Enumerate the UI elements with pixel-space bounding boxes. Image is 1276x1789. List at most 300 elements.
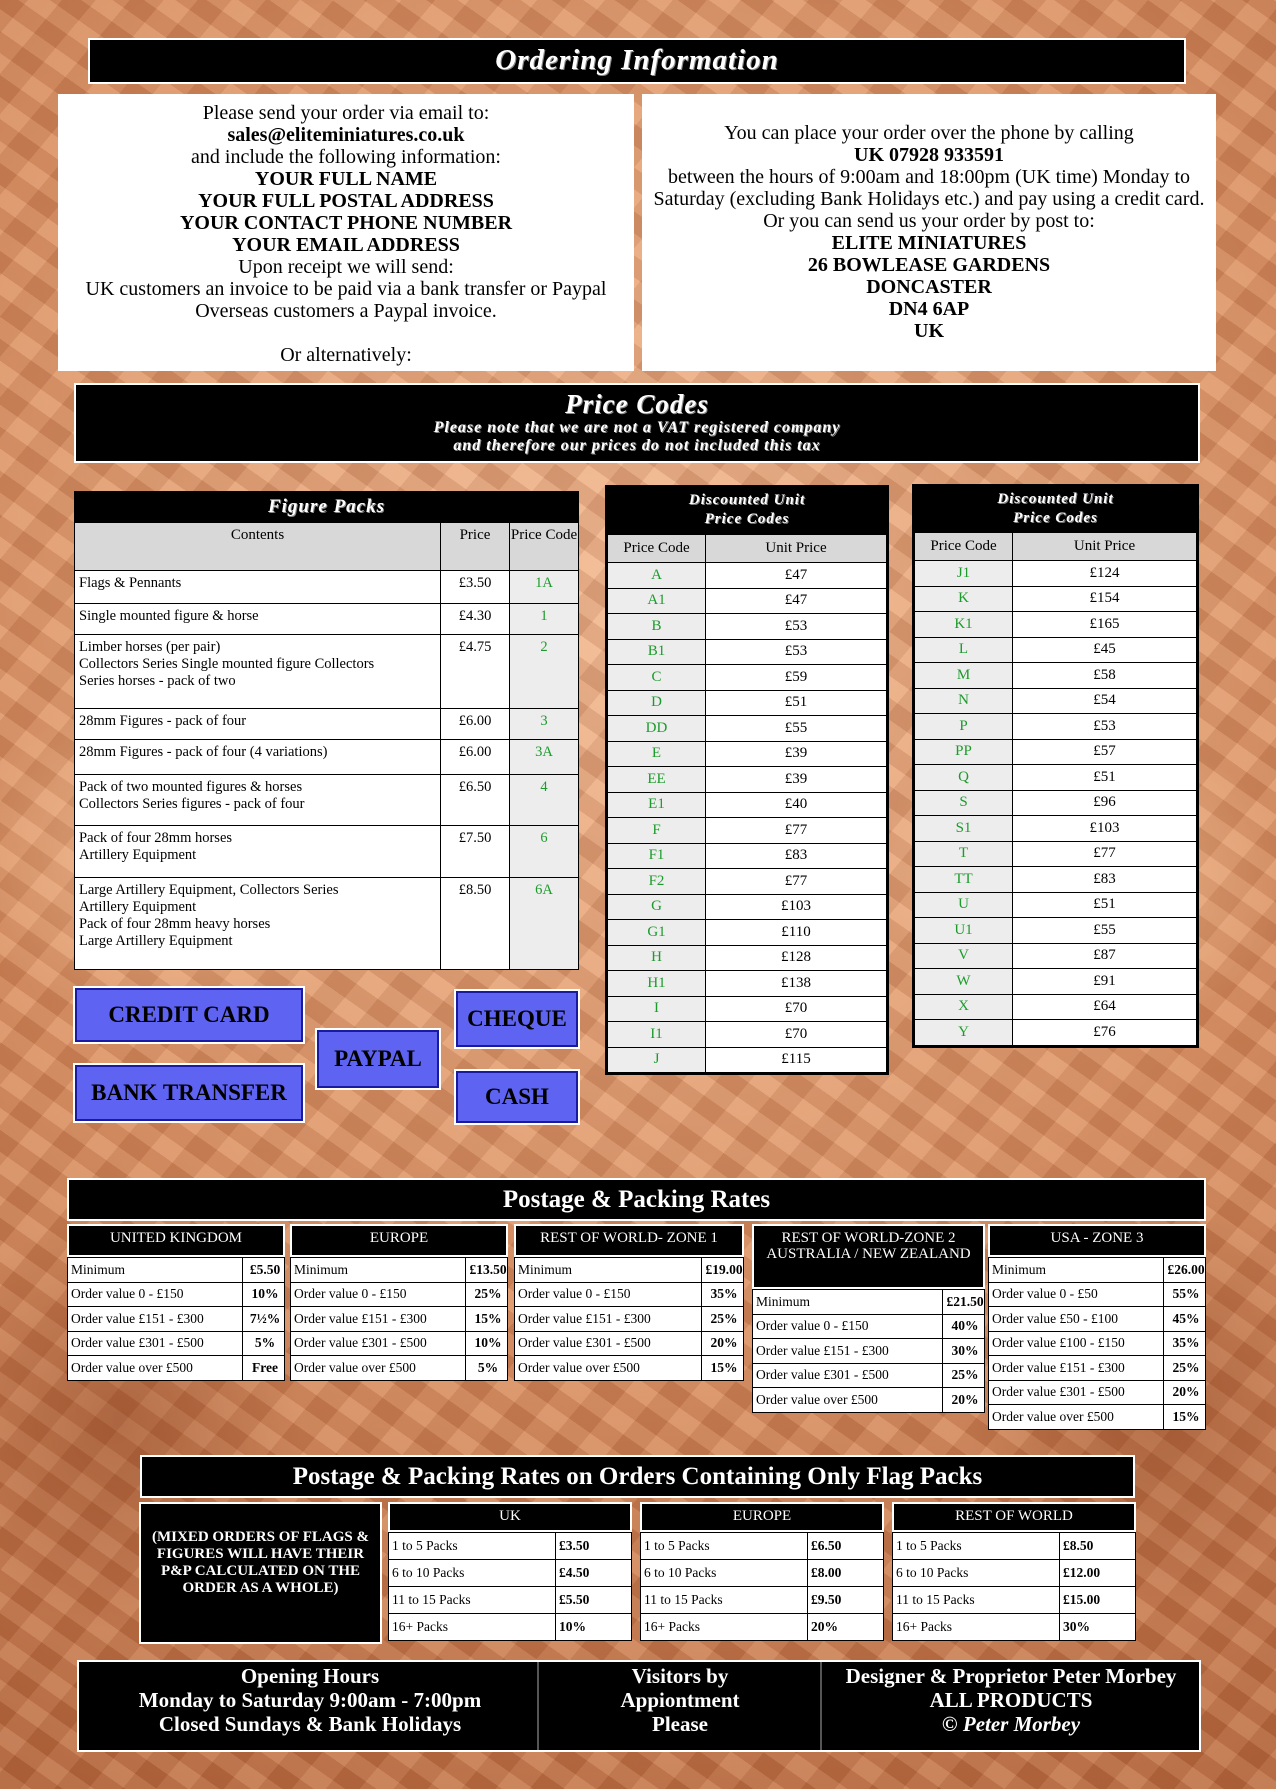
table-row	[608, 588, 887, 614]
rate-label: Minimum	[515, 1258, 702, 1283]
pack-range: 1 to 5 Packs	[641, 1533, 808, 1560]
order-phone-number[interactable]: UK 07928 933591	[854, 144, 1004, 166]
unit-price: £76	[1013, 1020, 1197, 1046]
price-code: N	[915, 688, 1013, 714]
pack-price: £4.75	[441, 635, 510, 709]
rate-label: Order value over £500	[989, 1405, 1164, 1430]
unit-price: £53	[1013, 714, 1197, 740]
unit-price: £115	[706, 1047, 887, 1073]
postage-title-banner	[67, 1178, 1206, 1221]
table-row	[915, 612, 1197, 638]
table-row	[641, 1614, 884, 1641]
post-intro: Or you can send us your order by post to:	[763, 210, 1095, 232]
table-row	[291, 1356, 508, 1381]
rate-value: £19.00	[702, 1258, 744, 1283]
price-code: EE	[608, 767, 706, 793]
rate-label: Order value 0 - £50	[989, 1282, 1164, 1307]
bank-transfer-badge: BANK TRANSFER	[75, 1065, 303, 1121]
pack-contents: Single mounted figure & horse	[75, 604, 441, 635]
table-row	[608, 690, 887, 716]
table-row	[641, 1533, 884, 1560]
table-row	[989, 1356, 1206, 1381]
table-row	[75, 826, 579, 878]
table-row	[893, 1587, 1136, 1614]
rate-value: 35%	[702, 1282, 744, 1307]
rate-label: Order value £301 - £500	[68, 1331, 243, 1356]
rate-value: £13.50	[466, 1258, 508, 1283]
rate-value: 35%	[1164, 1331, 1206, 1356]
table-row	[608, 1047, 887, 1073]
pack-code: 3A	[510, 740, 579, 775]
pack-range: 1 to 5 Packs	[389, 1533, 556, 1560]
table-row	[608, 639, 887, 665]
table-row	[608, 716, 887, 742]
phone-post-order-box	[642, 94, 1216, 371]
rate-label: Order value 0 - £150	[753, 1314, 943, 1339]
rate-label: Order value £301 - £500	[989, 1380, 1164, 1405]
discount-b-title: Discounted Unit Price Codes	[997, 491, 1114, 526]
figure-packs-table	[74, 522, 579, 970]
postage-zone	[752, 1224, 985, 1413]
pack-price: £6.00	[441, 740, 510, 775]
col-price-code: Price Code	[608, 535, 706, 563]
pack-code: 1	[510, 604, 579, 635]
postage-zone	[290, 1224, 508, 1381]
table-row	[75, 635, 579, 709]
rate-value: 10%	[556, 1614, 632, 1641]
pack-contents: Flags & Pennants	[75, 571, 441, 604]
rate-label: Order value £301 - £500	[515, 1331, 702, 1356]
rate-value: 25%	[943, 1363, 985, 1388]
rate-value: £5.50	[556, 1587, 632, 1614]
unit-price: £70	[706, 996, 887, 1022]
unit-price: £138	[706, 971, 887, 997]
unit-price: £54	[1013, 688, 1197, 714]
table-row	[608, 767, 887, 793]
required-phone: YOUR CONTACT PHONE NUMBER	[179, 212, 513, 234]
address-line-4: DN4 6AP	[888, 298, 970, 320]
price-code: B1	[608, 639, 706, 665]
price-code: T	[915, 841, 1013, 867]
required-address: YOUR FULL POSTAL ADDRESS	[198, 190, 494, 212]
table-row	[915, 1020, 1197, 1046]
rate-label: Order value 0 - £150	[515, 1282, 702, 1307]
rate-value: £6.50	[808, 1533, 884, 1560]
price-code: J	[608, 1047, 706, 1073]
pack-price: £4.30	[441, 604, 510, 635]
required-email: YOUR EMAIL ADDRESS	[232, 234, 460, 256]
unit-price: £39	[706, 741, 887, 767]
discount-codes-panel-b	[912, 484, 1199, 1048]
table-row	[893, 1560, 1136, 1587]
table-row	[893, 1533, 1136, 1560]
unit-price: £53	[706, 639, 887, 665]
unit-price: £47	[706, 588, 887, 614]
table-row	[915, 867, 1197, 893]
rate-value: 10%	[243, 1282, 285, 1307]
price-codes-banner	[74, 383, 1200, 463]
price-code: P	[915, 714, 1013, 740]
postage-zone-table	[290, 1257, 508, 1381]
postage-zone	[67, 1224, 285, 1381]
table-row	[608, 665, 887, 691]
flag-zone-table	[388, 1532, 632, 1641]
price-code: S1	[915, 816, 1013, 842]
unit-price: £165	[1013, 612, 1197, 638]
rate-label: Order value £50 - £100	[989, 1307, 1164, 1332]
rate-label: Order value £151 - £300	[68, 1307, 243, 1332]
price-codes-title: Price Codes	[565, 389, 709, 419]
rate-value: 30%	[943, 1339, 985, 1364]
price-code: D	[608, 690, 706, 716]
table-row	[608, 843, 887, 869]
flag-zone-table	[892, 1532, 1136, 1641]
table-row	[68, 1282, 285, 1307]
rate-value: 45%	[1164, 1307, 1206, 1332]
paypal-badge: PAYPAL	[317, 1030, 439, 1088]
table-row	[989, 1380, 1206, 1405]
unit-price: £77	[1013, 841, 1197, 867]
table-row	[608, 563, 887, 589]
table-row	[75, 604, 579, 635]
overseas-invoice-text: Overseas customers a Paypal invoice.	[195, 300, 497, 322]
pack-code: 4	[510, 775, 579, 826]
rate-label: Order value over £500	[68, 1356, 243, 1381]
unit-price: £47	[706, 563, 887, 589]
pack-code: 3	[510, 709, 579, 740]
discount-a-table	[607, 534, 887, 1073]
price-code: H	[608, 945, 706, 971]
price-code: F1	[608, 843, 706, 869]
table-row	[75, 775, 579, 826]
price-code: I	[608, 996, 706, 1022]
table-row	[989, 1307, 1206, 1332]
price-code: S	[915, 790, 1013, 816]
price-code: U1	[915, 918, 1013, 944]
rate-value: 7½%	[243, 1307, 285, 1332]
table-row	[915, 586, 1197, 612]
rate-label: Order value £151 - £300	[515, 1307, 702, 1332]
table-row	[68, 1258, 285, 1283]
table-row	[68, 1331, 285, 1356]
vat-note-line-2: and therefore our prices do not included this tax	[453, 437, 821, 454]
price-code: I1	[608, 1022, 706, 1048]
pack-range: 11 to 15 Packs	[641, 1587, 808, 1614]
table-row	[753, 1363, 985, 1388]
col-unit-price: Unit Price	[1013, 533, 1197, 561]
table-row	[75, 878, 579, 970]
price-code: E1	[608, 792, 706, 818]
unit-price: £55	[1013, 918, 1197, 944]
rate-value: £12.00	[1060, 1560, 1136, 1587]
price-code: Y	[915, 1020, 1013, 1046]
table-row	[291, 1282, 508, 1307]
unit-price: £154	[1013, 586, 1197, 612]
unit-price: £57	[1013, 739, 1197, 765]
rate-value: 5%	[243, 1331, 285, 1356]
price-code: L	[915, 637, 1013, 663]
postage-zone-name: USA - ZONE 3	[988, 1224, 1206, 1257]
pack-range: 6 to 10 Packs	[893, 1560, 1060, 1587]
email-order-box	[58, 94, 634, 371]
table-row	[608, 792, 887, 818]
footer-divider	[820, 1662, 822, 1750]
pack-contents: 28mm Figures - pack of four	[75, 709, 441, 740]
rate-label: Order value over £500	[291, 1356, 466, 1381]
pack-range: 16+ Packs	[389, 1614, 556, 1641]
price-code: G1	[608, 920, 706, 946]
table-row	[75, 571, 579, 604]
unit-price: £110	[706, 920, 887, 946]
table-row	[915, 790, 1197, 816]
table-row	[915, 714, 1197, 740]
rate-label: Order value £151 - £300	[989, 1356, 1164, 1381]
pack-contents: Pack of four 28mm horses Artillery Equipment	[75, 826, 441, 878]
unit-price: £58	[1013, 663, 1197, 689]
price-code: A1	[608, 588, 706, 614]
phone-hours-text: between the hours of 9:00am and 18:00pm (UK time) Monday to Saturday (excluding Bank Holidays etc.) and pay using a credit card.	[653, 166, 1205, 210]
pack-range: 16+ Packs	[893, 1614, 1060, 1641]
figure-packs-title: Figure Packs	[74, 491, 579, 522]
price-code: E	[608, 741, 706, 767]
email-include-text: and include the following information:	[191, 146, 501, 168]
order-email-link[interactable]: sales@eliteminiatures.co.uk	[227, 124, 465, 146]
postage-zone-table	[67, 1257, 285, 1381]
table-row	[989, 1258, 1206, 1283]
table-row	[915, 561, 1197, 587]
table-row	[75, 709, 579, 740]
table-row	[608, 818, 887, 844]
rate-value: £4.50	[556, 1560, 632, 1587]
postage-zone-name: EUROPE	[290, 1224, 508, 1257]
rate-value: £8.50	[1060, 1533, 1136, 1560]
table-row	[515, 1307, 744, 1332]
price-code: W	[915, 969, 1013, 995]
flag-zone-name: UK	[388, 1502, 632, 1532]
rate-label: Order value £151 - £300	[753, 1339, 943, 1364]
required-name: YOUR FULL NAME	[254, 168, 438, 190]
table-row	[608, 971, 887, 997]
opening-hours: Opening Hours Monday to Saturday 9:00am - 7:00pm Closed Sundays & Bank Holidays	[138, 1664, 482, 1736]
table-row	[608, 920, 887, 946]
designer-credit: Designer & Proprietor Peter Morbey ALL PRODUCTS © Peter Morbey	[845, 1664, 1177, 1736]
flag-postage-title: Postage & Packing Rates on Orders Containing Only Flag Packs	[292, 1463, 983, 1490]
table-row	[753, 1314, 985, 1339]
price-code: Q	[915, 765, 1013, 791]
table-row	[915, 943, 1197, 969]
unit-price: £39	[706, 767, 887, 793]
pack-price: £3.50	[441, 571, 510, 604]
unit-price: £51	[706, 690, 887, 716]
flag-zone-name: EUROPE	[640, 1502, 884, 1532]
rate-value: 20%	[1164, 1380, 1206, 1405]
rate-value: 15%	[1164, 1405, 1206, 1430]
rate-label: Minimum	[753, 1290, 943, 1315]
unit-price: £77	[706, 818, 887, 844]
uk-invoice-text: UK customers an invoice to be paid via a bank transfer or Paypal	[85, 278, 607, 300]
address-line-1: ELITE MINIATURES	[831, 232, 1027, 254]
postage-zone-table	[752, 1289, 985, 1413]
table-row	[915, 688, 1197, 714]
table-row	[515, 1356, 744, 1381]
unit-price: £87	[1013, 943, 1197, 969]
unit-price: £83	[706, 843, 887, 869]
unit-price: £103	[706, 894, 887, 920]
table-row	[608, 945, 887, 971]
price-code: TT	[915, 867, 1013, 893]
rate-label: Order value £301 - £500	[291, 1331, 466, 1356]
col-contents: Contents	[75, 523, 441, 571]
pack-range: 11 to 15 Packs	[893, 1587, 1060, 1614]
pack-price: £8.50	[441, 878, 510, 970]
postage-zone-table	[514, 1257, 744, 1381]
postage-zone	[988, 1224, 1206, 1430]
unit-price: £45	[1013, 637, 1197, 663]
table-row	[515, 1282, 744, 1307]
address-line-2: 26 BOWLEASE GARDENS	[807, 254, 1051, 276]
rate-value: £26.00	[1164, 1258, 1206, 1283]
ordering-title: Ordering Information	[495, 44, 779, 76]
table-row	[291, 1331, 508, 1356]
table-row	[641, 1587, 884, 1614]
pack-code: 2	[510, 635, 579, 709]
pack-range: 6 to 10 Packs	[389, 1560, 556, 1587]
rate-value: £8.00	[808, 1560, 884, 1587]
table-row	[915, 969, 1197, 995]
price-code: K1	[915, 612, 1013, 638]
unit-price: £83	[1013, 867, 1197, 893]
table-row	[753, 1339, 985, 1364]
table-row	[915, 663, 1197, 689]
rate-label: Order value over £500	[515, 1356, 702, 1381]
col-price-code: Price Code	[510, 523, 579, 571]
pack-contents: Limber horses (per pair) Collectors Series Single mounted figure Collectors Series horses - pack of two	[75, 635, 441, 709]
pack-code: 1A	[510, 571, 579, 604]
rate-value: 25%	[466, 1282, 508, 1307]
table-row	[389, 1587, 632, 1614]
cash-badge: CASH	[456, 1071, 578, 1123]
table-row	[608, 894, 887, 920]
rate-label: Minimum	[291, 1258, 466, 1283]
table-row	[753, 1388, 985, 1413]
postage-title: Postage & Packing Rates	[502, 1186, 771, 1213]
address-line-5: UK	[914, 320, 944, 342]
table-row	[915, 637, 1197, 663]
table-row	[989, 1282, 1206, 1307]
receipt-text: Upon receipt we will send:	[238, 256, 454, 278]
rate-value: 15%	[702, 1356, 744, 1381]
price-code: M	[915, 663, 1013, 689]
table-row	[291, 1258, 508, 1283]
rate-value: 5%	[466, 1356, 508, 1381]
table-row	[389, 1560, 632, 1587]
col-price-code: Price Code	[915, 533, 1013, 561]
table-row	[608, 869, 887, 895]
email-intro: Please send your order via email to:	[202, 102, 490, 124]
price-code: H1	[608, 971, 706, 997]
flag-postage-zone	[640, 1502, 884, 1641]
table-row	[389, 1614, 632, 1641]
rate-value: 25%	[1164, 1356, 1206, 1381]
price-code: F2	[608, 869, 706, 895]
table-row	[915, 816, 1197, 842]
table-row	[915, 765, 1197, 791]
unit-price: £40	[706, 792, 887, 818]
price-code: J1	[915, 561, 1013, 587]
table-row	[389, 1533, 632, 1560]
table-row	[68, 1356, 285, 1381]
unit-price: £77	[706, 869, 887, 895]
footer-divider	[537, 1662, 539, 1750]
unit-price: £128	[706, 945, 887, 971]
visitors-note: Visitors by Appiontment Please	[620, 1664, 740, 1736]
pack-price: £6.00	[441, 709, 510, 740]
rate-value: £9.50	[808, 1587, 884, 1614]
table-row	[753, 1290, 985, 1315]
price-code: G	[608, 894, 706, 920]
postage-zone-name: UNITED KINGDOM	[67, 1224, 285, 1257]
price-code: X	[915, 994, 1013, 1020]
pack-contents: Pack of two mounted figures & horses Collectors Series figures - pack of four	[75, 775, 441, 826]
rate-label: Order value 0 - £150	[68, 1282, 243, 1307]
table-row	[893, 1614, 1136, 1641]
unit-price: £53	[706, 614, 887, 640]
figure-packs-panel	[74, 491, 579, 970]
pack-contents: Large Artillery Equipment, Collectors Series Artillery Equipment Pack of four 28mm heavy horses Large Artillery Equipment	[75, 878, 441, 970]
rate-label: Minimum	[68, 1258, 243, 1283]
rate-value: Free	[243, 1356, 285, 1381]
rate-label: Order value £301 - £500	[753, 1363, 943, 1388]
price-code: K	[915, 586, 1013, 612]
rate-value: 40%	[943, 1314, 985, 1339]
table-row	[915, 739, 1197, 765]
postage-zone-table	[988, 1257, 1206, 1430]
unit-price: £59	[706, 665, 887, 691]
table-row	[608, 1022, 887, 1048]
pack-range: 11 to 15 Packs	[389, 1587, 556, 1614]
rate-value: 30%	[1060, 1614, 1136, 1641]
mixed-orders-note: (MIXED ORDERS OF FLAGS & FIGURES WILL HAVE THEIR P&P CALCULATED ON THE ORDER AS A WHOLE)	[139, 1502, 382, 1644]
discount-a-title: Discounted Unit Price Codes	[688, 492, 806, 527]
rate-value: 20%	[808, 1614, 884, 1641]
rate-value: 20%	[702, 1331, 744, 1356]
unit-price: £96	[1013, 790, 1197, 816]
table-row	[915, 994, 1197, 1020]
table-row	[608, 996, 887, 1022]
pack-price: £6.50	[441, 775, 510, 826]
unit-price: £70	[706, 1022, 887, 1048]
price-code: U	[915, 892, 1013, 918]
pack-range: 6 to 10 Packs	[641, 1560, 808, 1587]
postage-zone-name: REST OF WORLD-ZONE 2 AUSTRALIA / NEW ZEALAND	[752, 1224, 985, 1289]
unit-price: £124	[1013, 561, 1197, 587]
price-code: DD	[608, 716, 706, 742]
rate-label: Order value 0 - £150	[291, 1282, 466, 1307]
pack-range: 1 to 5 Packs	[893, 1533, 1060, 1560]
table-row	[915, 841, 1197, 867]
unit-price: £103	[1013, 816, 1197, 842]
flag-zone-table	[640, 1532, 884, 1641]
ordering-title-banner	[88, 38, 1186, 84]
unit-price: £55	[706, 716, 887, 742]
pack-price: £7.50	[441, 826, 510, 878]
cheque-badge: CHEQUE	[456, 991, 578, 1047]
rate-label: Order value £151 - £300	[291, 1307, 466, 1332]
table-row	[515, 1258, 744, 1283]
rate-value: £21.50	[943, 1290, 985, 1315]
rate-label: Order value £100 - £150	[989, 1331, 1164, 1356]
col-unit-price: Unit Price	[706, 535, 887, 563]
